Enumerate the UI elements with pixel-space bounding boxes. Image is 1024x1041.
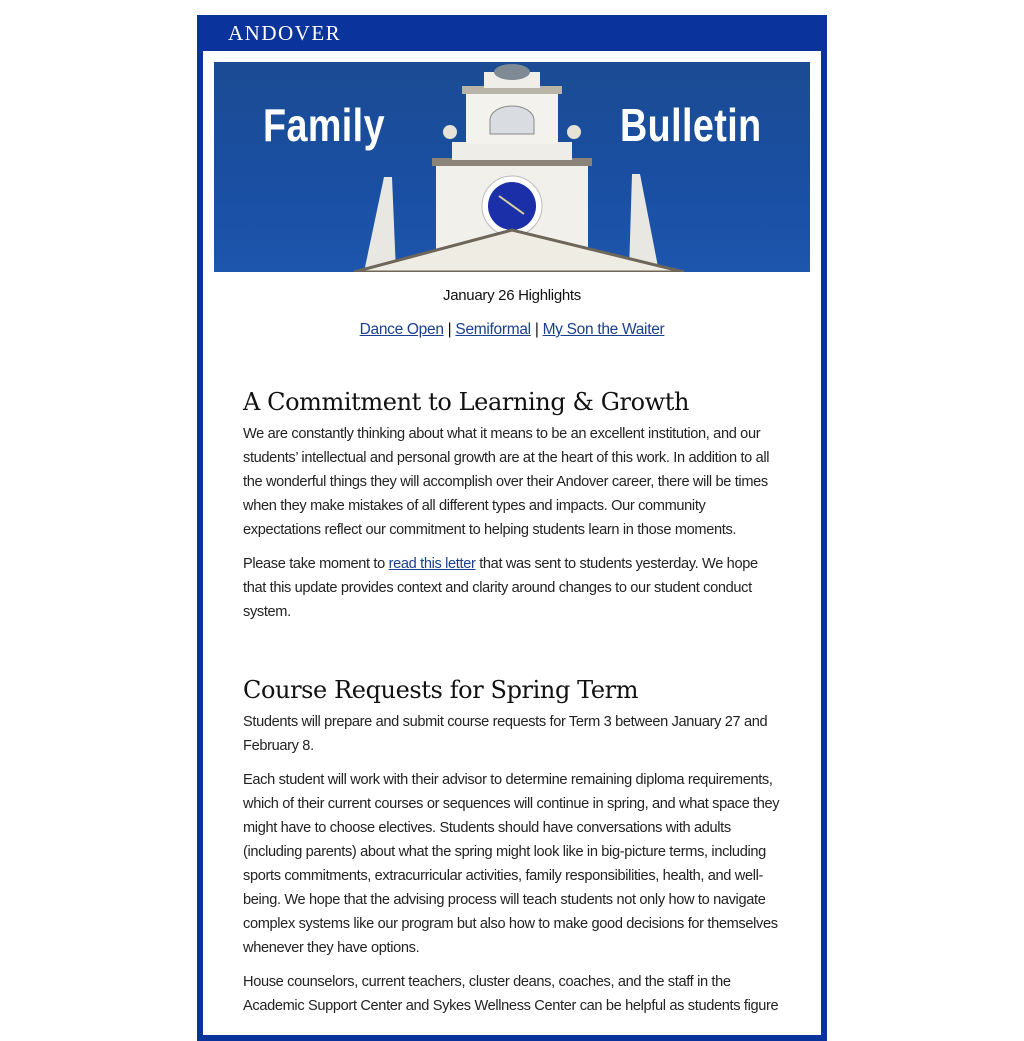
- link-dance-open[interactable]: Dance Open: [359, 321, 444, 338]
- paragraph: House counselors, current teachers, cluster deans, coaches, and the staff in the Academic Support Center and Sykes Wellness Center can be helpful as students figure: [243, 974, 779, 1014]
- text: Please take moment to: [243, 556, 389, 572]
- text: that was sent to students yesterday. We hope that this update provides context and clarity around changes to our student conduct system.: [243, 556, 758, 620]
- separator: |: [534, 321, 539, 338]
- quick-links: [203, 321, 821, 339]
- paragraph: We are constantly thinking about what it means to be an excellent institution, and our students’ intellectual and personal growth are at the heart of this work. In addition to all the wonderful things they will accomplish over their Andover career, there will be times when they make mistakes of all different types and impacts. Our community expectations reflect our commitment to helping students learn in those moments.: [243, 426, 770, 538]
- bulletin-content: [243, 388, 781, 1028]
- highlights-title: January 26 Highlights: [443, 287, 581, 304]
- link-my-son-the-waiter[interactable]: My Son the Waiter: [542, 321, 665, 338]
- header-bar: [197, 15, 827, 51]
- link-semiformal[interactable]: Semiformal: [455, 321, 531, 338]
- paragraph: Students will prepare and submit course requests for Term 3 between January 27 and February 8.: [243, 714, 768, 754]
- paragraph: [243, 552, 781, 624]
- section-title: Course Requests for Spring Term: [243, 676, 639, 704]
- banner-title-bulletin: Bulletin: [620, 99, 762, 151]
- read-this-letter-link[interactable]: read this letter: [388, 556, 476, 572]
- section-commitment: [243, 388, 781, 624]
- section-course-requests: [243, 676, 781, 1018]
- andover-logo[interactable]: ANDOVER: [228, 21, 342, 45]
- banner-image: [214, 62, 810, 272]
- banner-title-family: Family: [263, 99, 385, 151]
- section-title: A Commitment to Learning & Growth: [243, 388, 690, 416]
- clock-tower-illustration: [214, 62, 810, 272]
- separator: |: [447, 321, 452, 338]
- paragraph: Each student will work with their advisor to determine remaining diploma requirements, which of their current courses or sequences will continue in spring, and what space they might have to choose electives. Students should have conversations with adults (including parents) about what the spring might look like in big-picture terms, including sports commitments, extracurricular activities, family responsibilities, health, and well-being. We hope that the advising process will teach students not only how to navigate complex systems like our program but also how to make good decisions for themselves whenever they have options.: [243, 772, 780, 956]
